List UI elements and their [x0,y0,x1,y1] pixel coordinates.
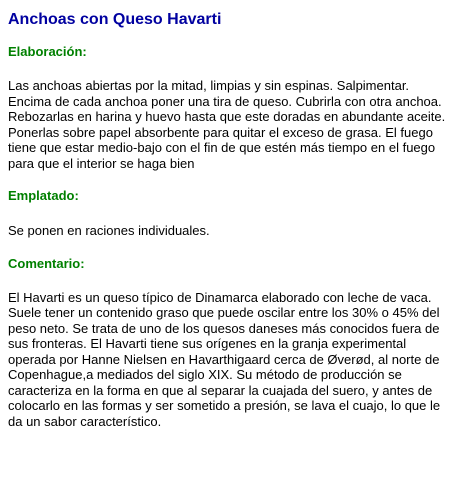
comentario-text: El Havarti es un queso típico de Dinamarca elaborado con leche de vaca. Suele tener un contenido graso que puede oscilar entre los 30% o 45% del peso neto. Se trata de uno de los quesos daneses más conocidos fuera de sus fronteras. El Havarti tiene sus orígenes en la granja experimental operada por Hanne Nielsen en Havarthigaard cerca de Øverød, al norte de Copenhague,a mediados del siglo XIX. Su método de producción se caracteriza en la forma en que al separar la cuajada del suero, y antes de colocarlo en las formas y ser sometido a presión, se lava el cuajo, lo que le da un sabor característico. [8,289,441,429]
recipe-title: Anchoas con Queso Havarti [8,11,222,28]
emplatado-heading: Emplatado: [8,188,79,203]
elaboracion-text: Las anchoas abiertas por la mitad, limpias y sin espinas. Salpimentar. Encima de cada anchoa poner una tira de queso. Cubrirla con otra anchoa. Rebozarlas en harina y huevo hasta que este doradas en abundante aceite. Ponerlas sobre papel absorbente para quitar el exceso de grasa. El fuego tiene que estar medio-bajo con el fin de que estén más tiempo en el fuego para que el interior se haga bien [8,78,446,171]
emplatado-text: Se ponen en raciones individuales. [8,223,210,238]
comentario-heading: Comentario: [8,255,85,271]
elaboracion-heading: Elaboración: [8,44,87,59]
